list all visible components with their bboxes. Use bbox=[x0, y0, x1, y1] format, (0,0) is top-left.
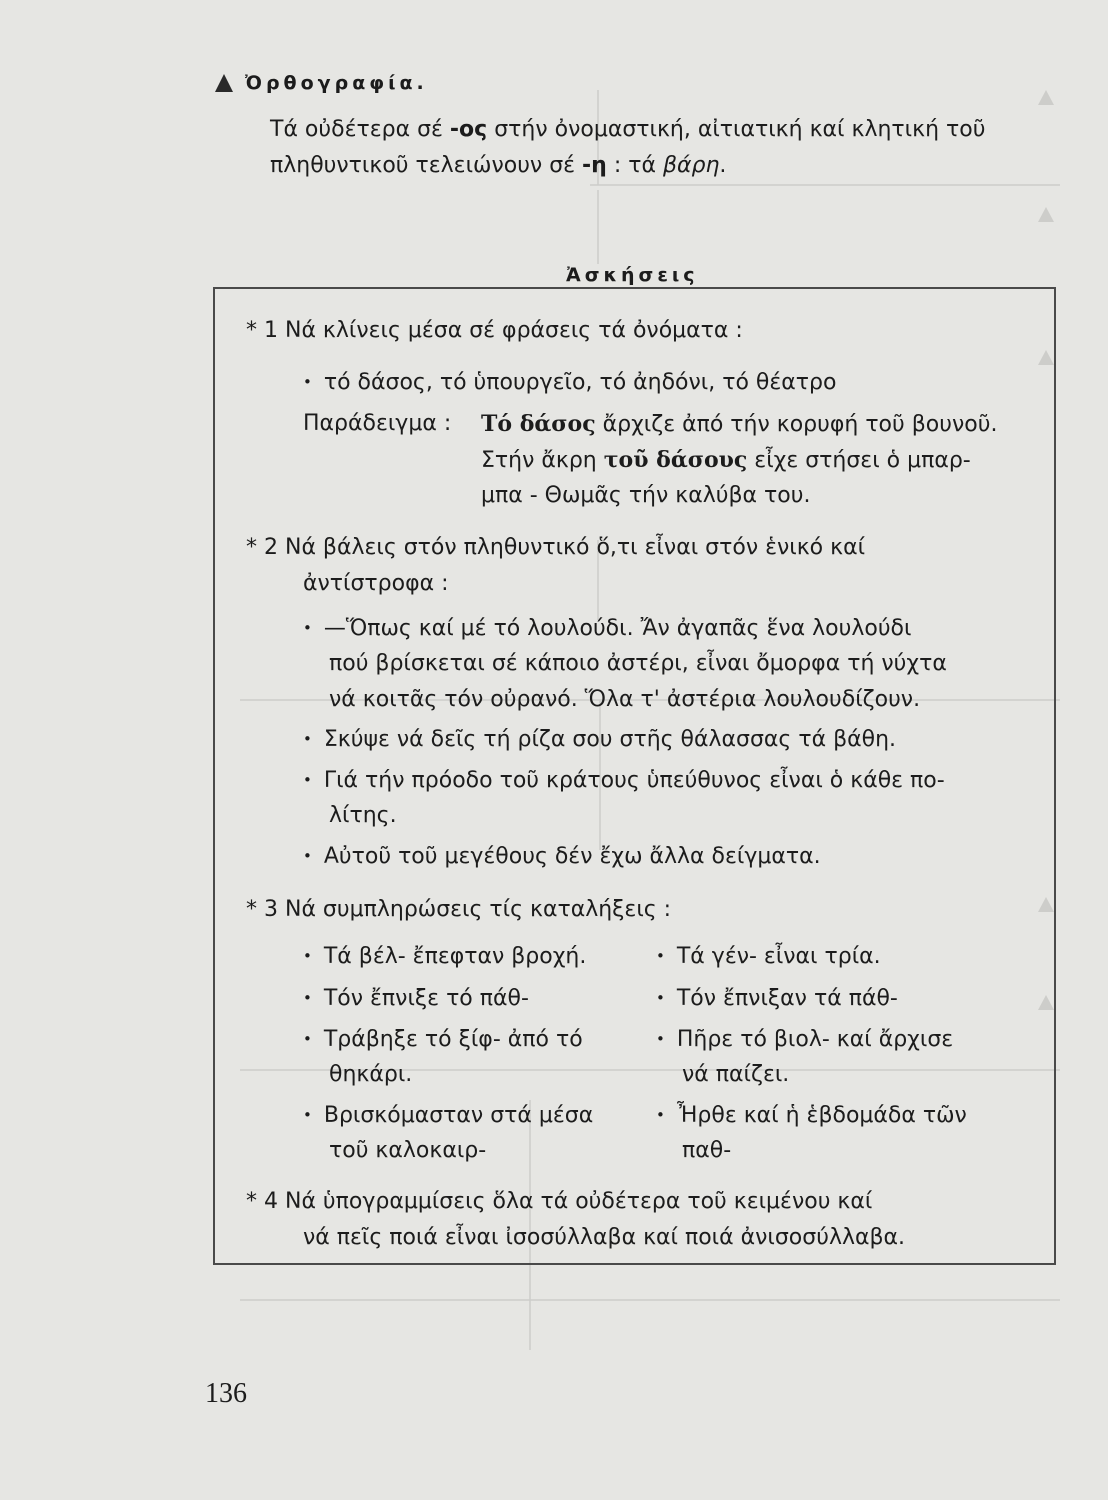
exercise-2-item-2: • Σκύψε νά δεῖς τή ρίζα σου στῆς θάλασσας τά βάθη. bbox=[303, 721, 896, 758]
exercises-title: Ἀσκήσεις bbox=[548, 264, 717, 286]
exercise-3-left-4-cont: τοῦ καλοκαιρ- bbox=[329, 1138, 487, 1163]
exercise-4-prompt-cont: νά πεῖς ποιά εἶναι ἰσοσύλλαβα καί ποιά ἀνισοσύλλαβα. bbox=[303, 1225, 906, 1250]
rule-ending-os: -ος bbox=[449, 117, 488, 142]
exercise-3-right-4: • Ἦρθε καί ἡ ἑβδομάδα τῶν bbox=[656, 1097, 967, 1134]
exercise-3-right-3-cont: νά παίζει. bbox=[682, 1062, 790, 1087]
exercise-3-right-2: • Τόν ἔπνιξαν τά πάθ- bbox=[656, 980, 898, 1017]
section-title: Ὀρθογραφία. bbox=[245, 72, 428, 94]
exercise-2-item-1-cont2: νά κοιτᾶς τόν οὐρανό. Ὅλα τ' ἀστέρια λουλουδίζουν. bbox=[329, 687, 921, 712]
exercise-2-item-4: • Αὐτοῦ τοῦ μεγέθους δέν ἔχω ἄλλα δείγματα. bbox=[303, 838, 821, 875]
exercise-3-left-1: • Τά βέλ- ἔπεφταν βροχή. bbox=[303, 938, 586, 975]
exercise-3-left-3-cont: θηκάρι. bbox=[329, 1062, 413, 1087]
exercise-3-left-2: • Τόν ἔπνιξε τό πάθ- bbox=[303, 980, 529, 1017]
exercise-1-prompt: * 1 Νά κλίνεις μέσα σέ φράσεις τά ὀνόματα : bbox=[246, 318, 743, 343]
exercise-3-right-3: • Πῆρε τό βιολ- καί ἄρχισε bbox=[656, 1021, 953, 1058]
example-line-1: Τό δάσος ἄρχιζε ἀπό τήν κορυφή τοῦ βουνοῦ. bbox=[481, 411, 998, 437]
orthography-header bbox=[215, 72, 428, 94]
exercise-2-item-3-cont: λίτης. bbox=[329, 803, 397, 828]
exercise-2-prompt: * 2 Νά βάλεις στόν πληθυντικό ὅ,τι εἶναι στόν ἑνικό καί bbox=[246, 535, 866, 560]
exercise-3-prompt: * 3 Νά συμπληρώσεις τίς καταλήξεις : bbox=[246, 897, 672, 922]
exercise-2-item-1: • —Ὅπως καί μέ τό λουλούδι. Ἄν ἀγαπᾶς ἕνα λουλούδι bbox=[303, 610, 911, 647]
rule-example-word: βάρη bbox=[662, 153, 720, 178]
exercise-3-left-4: • Βρισκόμασταν στά μέσα bbox=[303, 1097, 593, 1134]
exercise-3-right-1: • Τά γέν- εἶναι τρία. bbox=[656, 938, 881, 975]
exercise-3-right-4-cont: παθ- bbox=[682, 1138, 732, 1163]
rule-ending-i: -η bbox=[582, 153, 607, 178]
example-label: Παράδειγμα : bbox=[303, 411, 452, 436]
orthography-rule: Τά οὐδέτερα σέ -ος στήν ὀνομαστική, αἰτιατική καί κλητική τοῦ πληθυντικοῦ τελειώνουν σέ -η : τά βάρη. bbox=[270, 117, 986, 178]
triangle-bullet-icon bbox=[215, 74, 233, 92]
exercise-1-words: • τό δάσος, τό ὑπουργεῖο, τό ἀηδόνι, τό θέατρο bbox=[303, 364, 836, 401]
exercise-2-item-1-cont: πού βρίσκεται σέ κάποιο ἀστέρι, εἶναι ὄμορφα τή νύχτα bbox=[329, 651, 947, 676]
page-number: 136 bbox=[205, 1378, 247, 1409]
example-line-2: Στήν ἄκρη τοῦ δάσους εἶχε στήσει ὁ μπαρ- bbox=[481, 447, 971, 473]
example-line-3: μπα - Θωμᾶς τήν καλύβα του. bbox=[481, 483, 811, 508]
exercise-3-left-3: • Τράβηξε τό ξίφ- ἀπό τό bbox=[303, 1021, 583, 1058]
exercise-2-item-3: • Γιά τήν πρόοδο τοῦ κράτους ὑπεύθυνος εἶναι ὁ κάθε πο- bbox=[303, 762, 945, 799]
exercise-2-prompt-cont: ἀντίστροφα : bbox=[303, 571, 449, 596]
exercise-4-prompt: * 4 Νά ὑπογραμμίσεις ὅλα τά οὐδέτερα τοῦ κειμένου καί bbox=[246, 1189, 873, 1214]
